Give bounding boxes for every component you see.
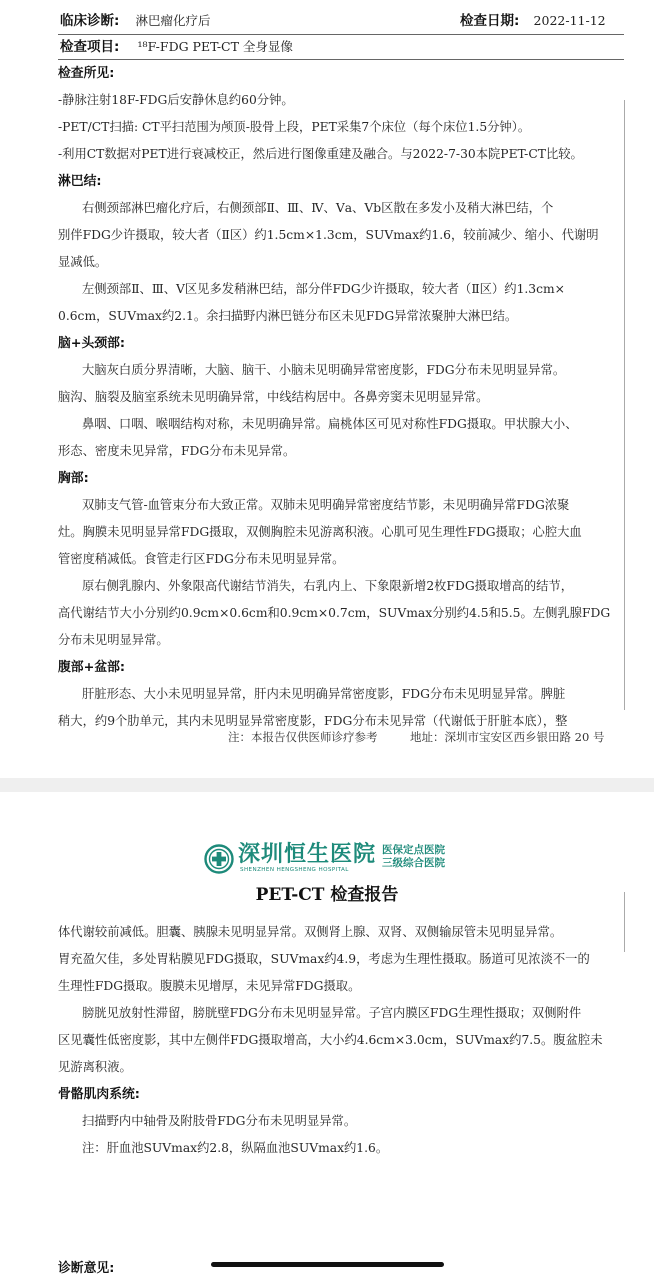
footer-note: 注：本报告仅供医师诊疗参考 <box>228 730 378 744</box>
hospital-name-en: SHENZHEN HENGSHENG HOSPITAL <box>240 867 349 873</box>
findings-line: -利用CT数据对PET进行衰减校正，然后进行图像重建及融合。与2022-7-30本院PET-CT比较。 <box>58 147 583 161</box>
report-body <box>58 60 611 735</box>
abdomen-text: 稍大，约9个肋单元，其内未见明显异常密度影，FDG分布未见异常（代谢低于肝脏本底），整 <box>58 714 568 728</box>
date-row <box>460 10 606 32</box>
musculo-text: 扫描野内中轴骨及附肢骨FDG分布未见明显异常。 <box>82 1114 357 1128</box>
lymph-text: 右侧颈部淋巴瘤化疗后，右侧颈部Ⅱ、Ⅲ、Ⅳ、Ⅴa、Ⅴb区散在多发小及稍大淋巴结，个 <box>82 201 554 215</box>
chest-text: 灶。胸膜未见明显异常FDG摄取，双侧胸腔未见游离积液。心肌可见生理性FDG摄取；心腔大血 <box>58 525 582 539</box>
brain-text: 形态、密度未见异常，FDG分布未见异常。 <box>58 444 296 458</box>
lymph-text: 显减低。 <box>58 255 108 269</box>
pelvis-text: 区见囊性低密度影，其中左侧伴FDG摄取增高，大小约4.6cm×3.0cm，SUVmax约7.5。腹盆腔未 <box>58 1033 603 1047</box>
brain-text: 脑沟、脑裂及脑室系统未见明确异常，中线结构居中。各鼻旁窦未见明显异常。 <box>58 390 489 404</box>
report-title: PET-CT 检查报告 <box>255 885 399 905</box>
hospital-tag: 三级综合医院 <box>382 857 445 869</box>
diagnosis-value: 淋巴瘤化疗后 <box>135 13 211 28</box>
abdomen-title: 腹部+盆部: <box>58 660 126 675</box>
hospital-emblem-icon <box>204 844 234 874</box>
lymph-title: 淋巴结: <box>58 174 102 189</box>
abdomen-text: 胃充盈欠佳，多处胃粘膜见FDG摄取，SUVmax约4.9，考虑为生理性摄取。肠道可见浓淡不一的 <box>58 952 590 966</box>
musculo-title: 骨骼肌肉系统: <box>58 1087 140 1102</box>
abdomen-text: 肝脏形态、大小未见明显异常，肝内未见明确异常密度影，FDG分布未见明显异常。脾脏 <box>82 687 566 701</box>
footer-address: 地址：深圳市宝安区西乡银田路 20 号 <box>410 730 605 744</box>
abdomen-text: 体代谢较前减低。胆囊、胰腺未见明显异常。双侧肾上腺、双肾、双侧输尿管未见明显异常。 <box>58 925 563 939</box>
home-indicator[interactable] <box>211 1262 444 1267</box>
report-page-2 <box>0 792 654 1280</box>
chest-text: 高代谢结节大小分别约0.9cm×0.6cm和0.9cm×0.7cm，SUVmax分别约4.5和5.5。左侧乳腺FDG <box>58 606 611 620</box>
brain-text: 鼻咽、口咽、喉咽结构对称，未见明确异常。扁桃体区可见对称性FDG摄取。甲状腺大小、 <box>82 417 578 431</box>
page-right-border <box>624 100 625 710</box>
chest-text: 双肺支气管-血管束分布大致正常。双肺未见明确异常密度结节影，未见明确异常FDG浓聚 <box>82 498 570 512</box>
abdomen-text: 生理性FDG摄取。腹膜未见增厚，未见异常FDG摄取。 <box>58 979 361 993</box>
findings-line: -静脉注射18F-FDG后安静休息约60分钟。 <box>58 93 294 107</box>
header-divider <box>58 34 624 35</box>
exam-row <box>60 36 293 58</box>
lymph-text: 别伴FDG少许摄取，较大者（Ⅱ区）约1.5cm×1.3cm，SUVmax约1.6，较前减少、缩小、代谢明 <box>58 228 599 242</box>
chest-title: 胸部: <box>58 471 89 486</box>
page-separator <box>0 778 654 792</box>
chest-text: 分布未见明显异常。 <box>58 633 169 647</box>
hospital-logo <box>200 842 470 876</box>
date-label: 检查日期: <box>460 13 520 29</box>
lymph-text: 左侧颈部Ⅱ、Ⅲ、Ⅴ区见多发稍淋巴结，部分伴FDG少许摄取，较大者（Ⅱ区）约1.3cm× <box>82 282 565 296</box>
diagnosis-label: 临床诊断: <box>60 13 120 29</box>
report-body-continued <box>58 919 606 1162</box>
brain-text: 大脑灰白质分界清晰，大脑、脑干、小脑未见明确异常密度影，FDG分布未见明显异常。 <box>82 363 566 377</box>
musculo-note: 注：肝血池SUVmax约2.8，纵隔血池SUVmax约1.6。 <box>82 1141 389 1155</box>
pelvis-text: 膀胱见放射性滞留，膀胱壁FDG分布未见明显异常。子宫内膜区FDG生理性摄取；双侧附件 <box>82 1006 582 1020</box>
hospital-tag: 医保定点医院 <box>382 844 445 856</box>
page-right-border <box>624 892 625 952</box>
chest-text: 原右侧乳腺内、外象限高代谢结节消失，右乳内上、下象限新增2枚FDG摄取增高的结节， <box>82 579 574 593</box>
page-footer <box>0 727 654 747</box>
brain-title: 脑+头颈部: <box>58 336 126 351</box>
diagnosis-row <box>60 10 211 32</box>
exam-value: ¹⁸F-FDG PET-CT 全身显像 <box>137 39 293 54</box>
impression-title: 诊断意见: <box>58 1261 115 1276</box>
chest-text: 管密度稍减低。食管走行区FDG分布未见明显异常。 <box>58 552 345 566</box>
findings-title: 检查所见: <box>58 66 115 81</box>
hospital-name: 深圳恒生医院 <box>238 842 377 867</box>
hospital-tags <box>382 844 445 870</box>
findings-line: -PET/CT扫描: CT平扫范围为颅顶-股骨上段，PET采集7个床位（每个床位1.5分钟）。 <box>58 120 531 134</box>
pelvis-text: 见游离积液。 <box>58 1060 132 1074</box>
lymph-text: 0.6cm，SUVmax约2.1。余扫描野内淋巴链分布区未见FDG异常浓聚肿大淋巴结。 <box>58 309 518 323</box>
date-value: 2022-11-12 <box>533 13 606 28</box>
exam-label: 检查项目: <box>60 39 120 55</box>
